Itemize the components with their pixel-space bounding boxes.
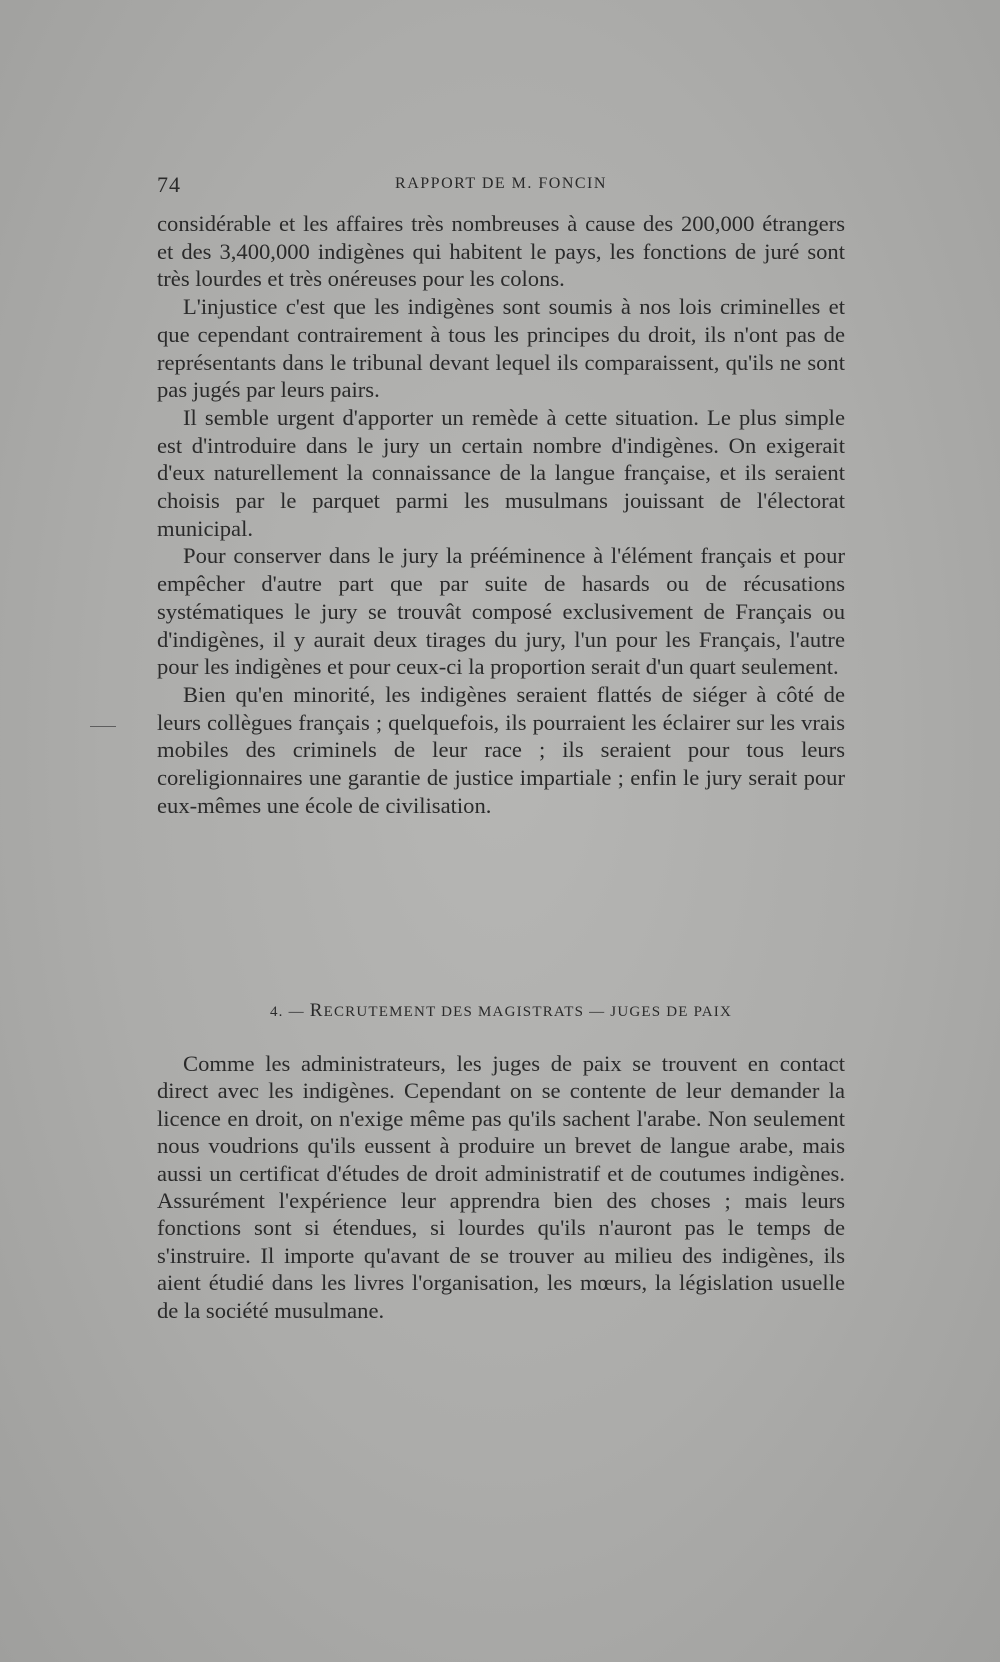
body-text-top [157,210,845,819]
paragraph: considérable et les affaires très nombreuses à cause des 200,000 étrangers et des 3,400,000 indigènes qui habitent le pays, les fonctions de juré sont très lourdes et très onéreuses pour les colons. [157,211,845,292]
page-header [157,172,845,202]
paragraph: Comme les administrateurs, les juges de paix se trouvent en contact direct avec les indigènes. Cependant on se contente de leur demander la licence en droit, on n'exige même pas qu'ils sachent l'arabe. Non seulement nous voudrions qu'ils eussent à produire un brevet de langue arabe, mais aussi un certificat d'études de droit administratif et de coutumes indigènes. Assurément l'expérience leur apprendra bien des choses ; mais leurs fonctions sont si étendues, si lourdes qu'ils n'auront pas le temps de s'instruire. Il importe qu'avant de se trouver au milieu des indigènes, ils aient étudié dans les livres l'organisation, les mœurs, la législation usuelle de la société musulmane. [157,1051,845,1323]
section-heading [157,1000,845,1022]
paragraph: Pour conserver dans le jury la prééminence à l'élément français et pour empêcher d'autre part que par suite de hasards ou de récusations systématiques le jury se trouvât composé exclusivement de Français ou d'indigènes, il y aurait deux tirages du jury, l'un pour les Français, l'autre pour les indigènes et pour ceux-ci la proportion serait d'un quart seulement. [157,543,845,680]
paragraph: Il semble urgent d'apporter un remède à cette situation. Le plus simple est d'introduire dans le jury un certain nombre d'indigènes. On exigerait d'eux naturellement la connaissance de la langue française, et ils seraient choisis par le parquet parmi les musulmans jouissant de l'électorat municipal. [157,404,845,541]
section-number: 4. [269,1004,284,1020]
paragraph: L'injustice c'est que les indigènes sont soumis à nos lois criminelles et que cependant contrairement à tous les principes du droit, ils n'ont pas de représentants dans le tribunal devant lequel ils comparaissent, qu'ils ne sont pas jugés par leurs pairs. [157,294,845,403]
paragraph: Bien qu'en minorité, les indigènes seraient flattés de siéger à côté de leurs collègues français ; quelquefois, ils pourraient les éclairer sur les vrais mobiles des criminels de leur race ; ils seraient pour tous leurs coreligionnaires une garantie de justice impartiale ; enfin le jury serait pour eux-mêmes une école de civilisation. [157,681,845,818]
body-text-bottom [157,1050,845,1324]
section-title: ECRUTEMENT DES MAGISTRATS — JUGES DE PAIX [323,1004,733,1020]
section-initial: R [309,1000,324,1021]
margin-mark [90,726,116,727]
running-head: RAPPORT DE M. FONCIN [395,175,607,192]
section-dash: — [288,1004,305,1020]
page-number: 74 [157,172,181,197]
